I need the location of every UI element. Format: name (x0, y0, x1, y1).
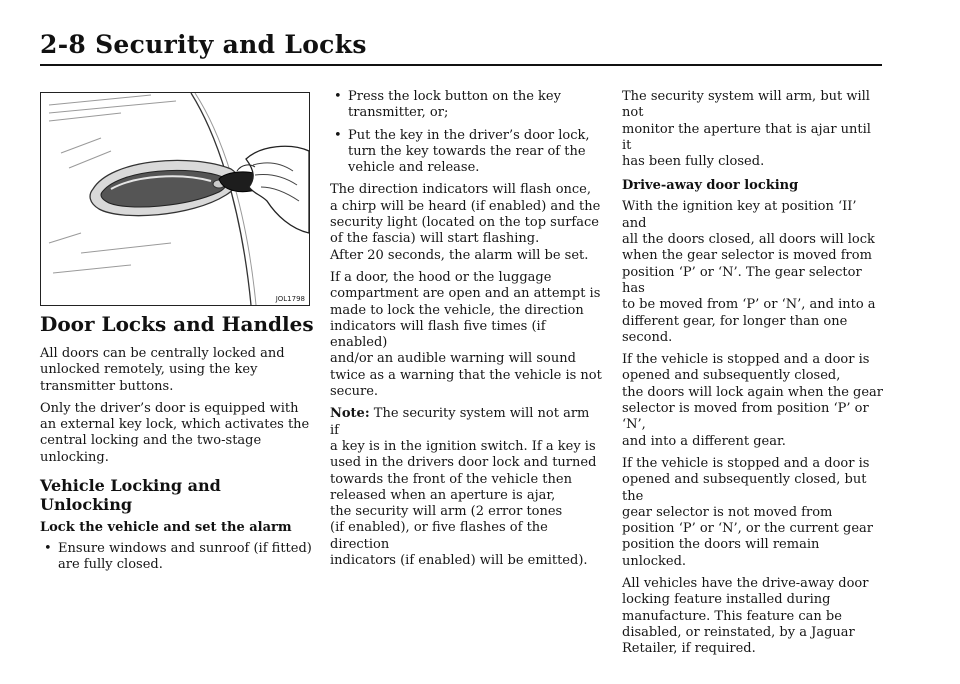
subsection-heading: Vehicle Locking and Unlocking (40, 476, 221, 515)
note-label: Note: (330, 406, 370, 422)
figure-code: JOL1798 (275, 295, 305, 303)
door-handle-drawing (41, 93, 309, 305)
paragraph: All doors can be centrally locked and unlocked remotely, using the key transmitter buttons. (40, 346, 285, 394)
column-middle (330, 89, 602, 575)
paragraph: With the ignition key at position ‘II’ and all the doors closed, all doors will lock when the gear selector is moved from position ‘P’ or ‘N’. The gear selector has to be moved from ‘P’ or ‘N’, and into a different gear, for longer than one second. (622, 199, 876, 345)
paragraph: If the vehicle is stopped and a door is opened and subsequently closed, the doors will lock again when the gear selector is moved from position ‘P’ or ‘N’, and into a different gear. (622, 352, 884, 449)
paragraph: The security system will arm, but will not monitor the aperture that is ajar until it has been fully closed. (622, 89, 871, 170)
paragraph: All vehicles have the drive-away door locking feature installed during manufacture. This feature can be disabled, or reinstated, by a Jaguar Retailer, if required. (622, 576, 869, 657)
section-heading: Door Locks and Handles (40, 312, 314, 336)
paragraph: Only the driver’s door is equipped with an external key lock, which activates the central locking and the two-stage unlocking. (40, 400, 310, 465)
header-rule (40, 64, 882, 66)
paragraph: If a door, the hood or the luggage compartment are open and an attempt is made to lock the vehicle, the direction indicators will flash five times (if enabled) and/or an audible warning will sound twice as a warning that the vehicle is not secure. (330, 269, 602, 400)
procedure-heading: Drive-away door locking (622, 178, 799, 194)
procedure-heading: Lock the vehicle and set the alarm (40, 520, 292, 536)
column-right (622, 89, 884, 664)
paragraph: If the vehicle is stopped and a door is opened and subsequently closed, but the gear selector is not moved from position ‘P’ or ‘N’, or the current gear position the doors will remain unlocked. (622, 455, 873, 569)
bullet-item: • Press the lock button on the key transmitter, or; (334, 89, 561, 121)
bullet-item: • Put the key in the driver’s door lock, turn the key towards the rear of the vehicle and release. (334, 127, 590, 176)
column-left (40, 312, 320, 580)
page-header: 2-8 Security and Locks (40, 30, 367, 59)
door-handle-illustration (40, 92, 310, 306)
note-paragraph: Note: The security system will not arm if a key is in the ignition switch. If a key is used in the drivers door lock and turned towards the front of the vehicle then released when an aperture is ajar, the security will arm (2 error tones (if enabled), or five flashes of the direction indicators (if enabled) will be emitted). (330, 406, 597, 569)
paragraph: The direction indicators will flash once, a chirp will be heard (if enabled) and the security light (located on the top surface of the fascia) will start flashing. After 20 seconds, the alarm will be set. (330, 182, 601, 263)
bullet-item: • Ensure windows and sunroof (if fitted) are fully closed. (44, 541, 312, 573)
